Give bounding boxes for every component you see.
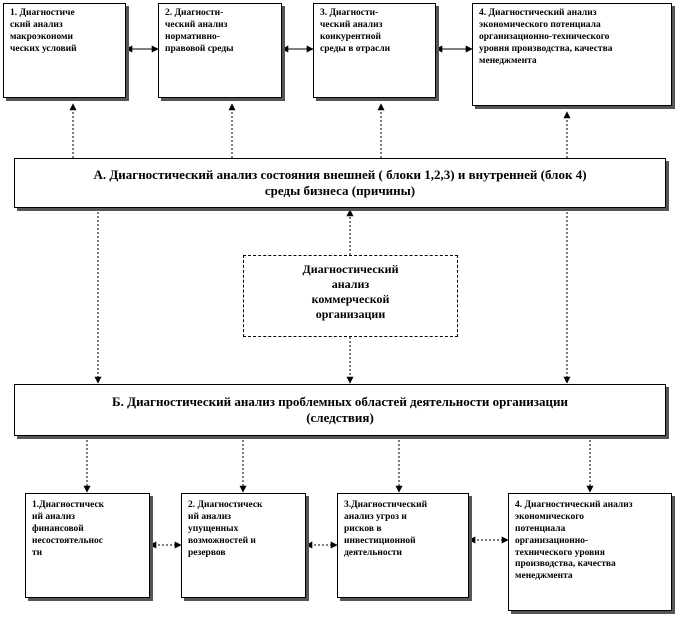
bottom-block-2-line: упущенных: [188, 523, 239, 534]
bottom-block-3-line: рисков в: [344, 523, 382, 534]
top-block-4-line: уровня производства, качества: [479, 43, 613, 54]
bottom-block-2-line: резервов: [188, 547, 226, 558]
top-block-4-line: экономического потенциала: [479, 19, 601, 30]
bottom-block-4-line: производства, качества: [515, 559, 616, 570]
top-block-4-line: организационно-технического: [479, 31, 610, 42]
bottom-block-3-line: деятельности: [344, 547, 402, 558]
top-block-3-line: конкурентной: [320, 31, 381, 42]
block-b-line: (следствия): [306, 410, 374, 426]
bottom-block-1: [25, 493, 150, 598]
center-block-line: организации: [315, 307, 386, 321]
top-block-2-line: нормативно-: [165, 31, 220, 42]
bottom-block-1-line: 1.Диагностическ: [32, 500, 105, 510]
bottom-block-3-line: анализ угроз и: [344, 511, 407, 522]
bottom-block-1-line: ий анализ: [32, 511, 76, 522]
bottom-block-4-line: экономического: [515, 511, 585, 522]
bottom-block-1-line: ти: [32, 547, 43, 558]
center-block-line: коммерческой: [311, 292, 390, 306]
top-block-1-line: макроэкономи: [10, 31, 73, 42]
top-block-4-line: менеджмента: [479, 55, 537, 66]
bottom-block-3-line: 3.Диагностический: [344, 500, 428, 510]
top-block-3-line: ческий анализ: [320, 19, 383, 30]
block-a: [14, 158, 666, 208]
bottom-block-2: [181, 493, 306, 598]
top-block-2-line: ческий анализ: [165, 19, 228, 30]
block-b: [14, 384, 666, 436]
top-block-4: [472, 3, 672, 106]
bottom-block-4-line: организационно-: [515, 535, 589, 546]
bottom-block-3-line: инвестиционной: [344, 535, 416, 546]
block-a-line: среды бизнеса (причины): [264, 183, 416, 199]
top-block-2: [158, 3, 282, 98]
bottom-block-1-line: несостоятельнос: [32, 535, 103, 546]
center-block-line: анализ: [331, 277, 370, 291]
top-block-4-line: 4. Диагностический анализ: [479, 8, 597, 18]
center-block-line: Диагностический: [302, 262, 399, 276]
top-block-3-line: 3. Диагности-: [320, 8, 379, 18]
block-b-line: Б. Диагностический анализ проблемных областей деятельности организации: [112, 394, 568, 409]
top-block-1: [3, 3, 126, 98]
bottom-block-4-line: потенциала: [515, 523, 566, 534]
bottom-block-2-line: 2. Диагностическ: [188, 500, 263, 510]
top-block-2-line: 2. Диагности-: [165, 8, 224, 18]
bottom-block-2-line: возможностей и: [188, 535, 256, 546]
top-block-2-line: правовой среды: [165, 43, 234, 54]
bottom-block-3: [337, 493, 469, 598]
bottom-block-1-line: финансовой: [32, 523, 84, 534]
block-a-line: А. Диагностический анализ состояния внешней ( блоки 1,2,3) и внутренней (блок 4): [93, 167, 587, 182]
top-block-1-line: ский анализ: [10, 19, 63, 30]
top-block-3-line: среды в отрасли: [320, 43, 391, 54]
top-block-1-line: ческих условий: [10, 43, 77, 54]
top-block-1-line: 1. Диагностиче: [10, 8, 75, 18]
bottom-block-2-line: ий анализ: [188, 511, 232, 522]
bottom-block-4-line: менеджмента: [515, 571, 573, 582]
bottom-block-4-line: технического уровня: [515, 547, 605, 558]
top-block-3: [313, 3, 436, 98]
center-block: [243, 255, 458, 337]
bottom-block-4-line: 4. Диагностический анализ: [515, 500, 633, 510]
bottom-block-4: [508, 493, 672, 611]
